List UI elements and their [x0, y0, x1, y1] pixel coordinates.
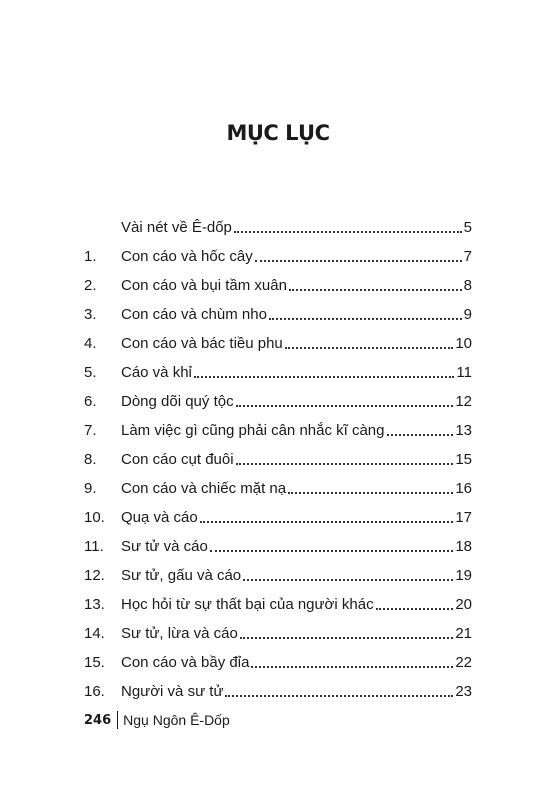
toc-leader-dots [194, 376, 455, 378]
toc-entry-title: Con cáo và bụi tầm xuân [121, 277, 287, 294]
toc-entry-title: Dòng dõi quý tộc [121, 393, 234, 410]
toc-entry[interactable] [84, 237, 472, 266]
toc-entry-number: 12. [84, 567, 105, 584]
toc-entry-body [121, 248, 472, 266]
toc-entry-page: 5 [463, 219, 472, 236]
toc-entry-title: Sư tử và cáo [121, 538, 208, 555]
footer-book-title: Ngụ Ngôn Ê-Dốp [123, 712, 230, 728]
toc-entry-title: Người và sư tử [121, 683, 224, 700]
toc-leader-dots [210, 550, 454, 552]
toc-entry[interactable] [84, 440, 472, 469]
toc-entry-page: 8 [463, 277, 472, 294]
toc-entry[interactable] [84, 614, 472, 643]
toc-leader-dots [269, 318, 462, 320]
toc-entry-title: Vài nét về Ê-dốp [121, 219, 232, 236]
toc-entry-body [121, 596, 472, 614]
toc-leader-dots [243, 579, 453, 581]
toc-entry[interactable] [84, 469, 472, 498]
toc-entry[interactable] [84, 498, 472, 527]
toc-entry-number: 1. [84, 248, 97, 265]
toc-entry-page: 10 [455, 335, 472, 352]
toc-entry-page: 17 [455, 509, 472, 526]
toc-leader-dots [234, 231, 462, 233]
toc-entry-body [121, 422, 472, 440]
toc-entry-title: Học hỏi từ sự thất bại của người khác [121, 596, 374, 613]
toc-entry-title: Con cáo và bác tiều phu [121, 335, 283, 352]
toc-entry-number: 2. [84, 277, 97, 294]
toc-leader-dots [289, 289, 462, 291]
toc-entry-title: Sư tử, gấu và cáo [121, 567, 242, 584]
toc-entry-page: 18 [455, 538, 472, 555]
footer-page-number: 246 [84, 712, 112, 728]
toc-entry-number: 4. [84, 335, 97, 352]
toc-entry-number: 6. [84, 393, 97, 410]
toc-entry-page: 9 [463, 306, 472, 323]
toc-entry-page: 23 [455, 683, 472, 700]
toc-entry[interactable] [84, 382, 472, 411]
toc-leader-dots [288, 492, 453, 494]
toc-entry-page: 12 [455, 393, 472, 410]
toc-leader-dots [285, 347, 454, 349]
toc-entry-body [121, 306, 472, 324]
toc-entry-body [121, 393, 472, 411]
toc-entry-number: 7. [84, 422, 97, 439]
toc-entry-number: 8. [84, 451, 97, 468]
toc-entry-body [121, 277, 472, 295]
toc-entry[interactable] [84, 208, 472, 237]
toc-entry-number: 3. [84, 306, 97, 323]
toc-entry-page: 22 [455, 654, 472, 671]
toc-entry-body [121, 219, 472, 237]
toc-entry-body [121, 625, 472, 643]
toc-leader-dots [376, 608, 454, 610]
page-title: MỤC LỤC [226, 121, 330, 145]
toc-entry-title: Con cáo và chiếc mặt nạ [121, 480, 287, 497]
toc-entry-title: Cáo và khỉ [121, 364, 192, 381]
toc-leader-dots [236, 405, 454, 407]
footer-divider [117, 711, 118, 729]
toc-entry-page: 11 [456, 364, 472, 381]
toc-entry-body [121, 480, 472, 498]
toc-entry[interactable] [84, 266, 472, 295]
toc-entry-title: Con cáo và chùm nho [121, 306, 267, 323]
toc-entry-title: Làm việc gì cũng phải cân nhắc kĩ càng [121, 422, 385, 439]
toc-entry[interactable] [84, 643, 472, 672]
toc-entry-number: 15. [84, 654, 105, 671]
toc-entry-number: 14. [84, 625, 105, 642]
toc-entry[interactable] [84, 411, 472, 440]
toc-entry-page: 19 [455, 567, 472, 584]
toc-entry-title: Con cáo và hốc cây [121, 248, 253, 265]
toc-leader-dots [255, 260, 462, 262]
toc-entry-page: 20 [455, 596, 472, 613]
toc-entry-body [121, 364, 472, 382]
table-of-contents [84, 208, 472, 701]
toc-entry-body [121, 451, 472, 469]
toc-entry-number: 10. [84, 509, 105, 526]
page-footer [84, 711, 230, 729]
toc-entry[interactable] [84, 672, 472, 701]
toc-entry-title: Sư tử, lừa và cáo [121, 625, 238, 642]
toc-entry[interactable] [84, 295, 472, 324]
toc-entry-body [121, 654, 472, 672]
toc-entry-number: 9. [84, 480, 97, 497]
toc-entry[interactable] [84, 585, 472, 614]
toc-entry-body [121, 538, 472, 556]
toc-entry-number: 5. [84, 364, 97, 381]
toc-entry-page: 21 [455, 625, 472, 642]
toc-entry-number: 11. [84, 538, 104, 555]
toc-entry-number: 13. [84, 596, 105, 613]
toc-leader-dots [236, 463, 454, 465]
toc-entry[interactable] [84, 324, 472, 353]
toc-entry-page: 7 [463, 248, 472, 265]
toc-entry[interactable] [84, 353, 472, 382]
toc-entry-title: Con cáo và bầy đỉa [121, 654, 250, 671]
toc-entry-title: Quạ và cáo [121, 509, 198, 526]
toc-entry-page: 15 [455, 451, 472, 468]
toc-entry-body [121, 335, 472, 353]
toc-leader-dots [225, 695, 453, 697]
toc-entry-body [121, 509, 472, 527]
toc-entry-body [121, 683, 472, 701]
toc-leader-dots [240, 637, 453, 639]
toc-leader-dots [251, 666, 453, 668]
toc-entry-number: 16. [84, 683, 105, 700]
toc-entry[interactable] [84, 527, 472, 556]
toc-entry[interactable] [84, 556, 472, 585]
toc-entry-page: 16 [455, 480, 472, 497]
toc-leader-dots [387, 434, 454, 436]
toc-leader-dots [200, 521, 454, 523]
toc-entry-title: Con cáo cụt đuôi [121, 451, 234, 468]
toc-entry-body [121, 567, 472, 585]
toc-entry-page: 13 [455, 422, 472, 439]
